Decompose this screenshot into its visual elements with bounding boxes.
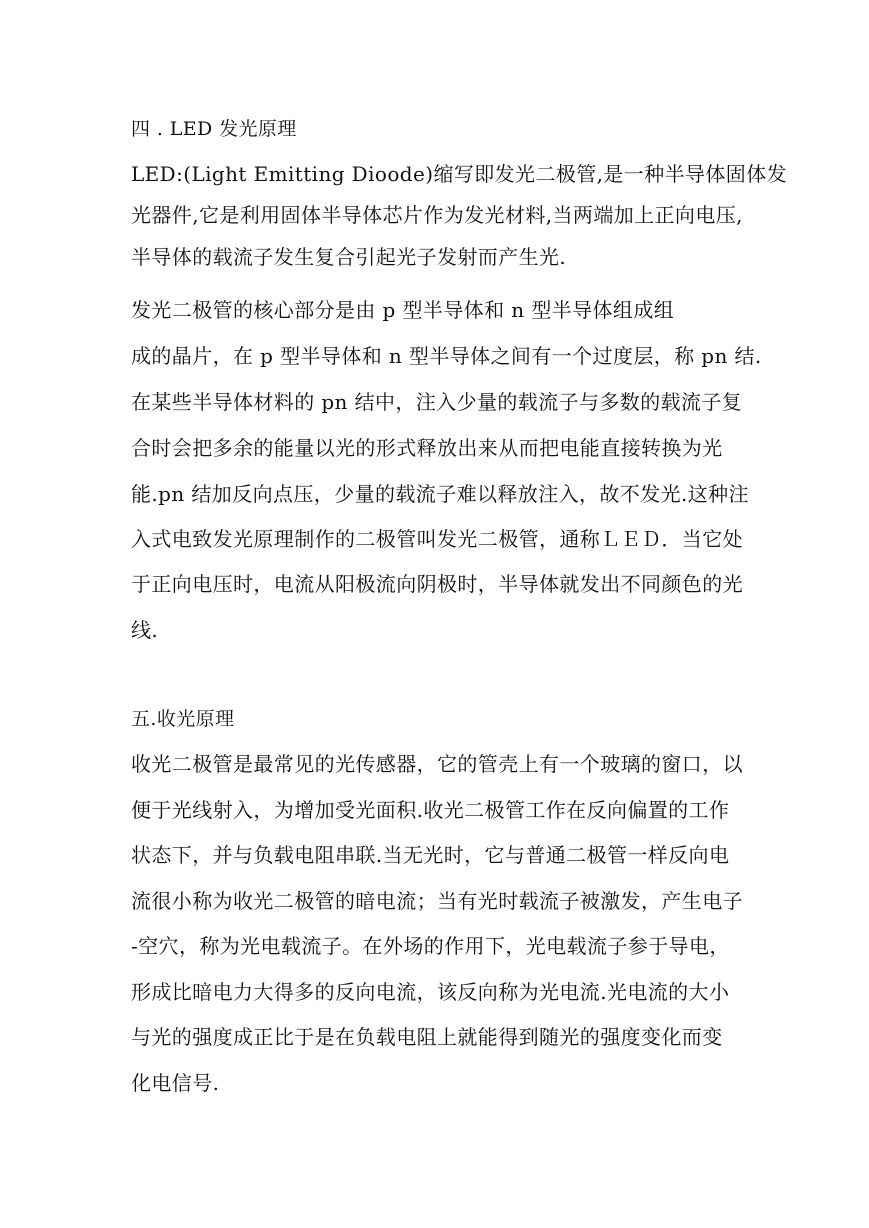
section-5-para-line: 形成比暗电力大得多的反向电流，该反向称为光电流.光电流的大小	[131, 980, 730, 1004]
section-4-para2-line: 成的晶片，在 p 型半导体和 n 型半导体之间有一个过度层，称 pn 结.	[131, 344, 762, 368]
section-4-para2-line: 在某些半导体材料的 pn 结中，注入少量的载流子与多数的载流子复	[131, 390, 743, 414]
section-4-para2-line: 能.pn 结加反向点压，少量的载流子难以释放注入，故不发光.这种注	[131, 482, 749, 506]
section-5-para-line: -空穴，称为光电载流子。在外场的作用下，光电载流子参于导电，	[131, 934, 730, 958]
section-5-para-line: 与光的强度成正比于是在负载电阻上就能得到随光的强度变化而变	[131, 1025, 723, 1049]
section-5-para-line: 化电信号.	[131, 1071, 220, 1095]
section-4-para2-line: 线.	[131, 618, 159, 642]
section-5-para-line: 流很小称为收光二极管的暗电流；当有光时载流子被激发，产生电子	[131, 889, 743, 913]
section-4-para2-line: 发光二极管的核心部分是由 p 型半导体和 n 型半导体组成组	[131, 298, 675, 322]
section-4-para2-line: 合时会把多余的能量以光的形式释放出来从而把电能直接转换为光	[131, 436, 723, 460]
section-4-heading: 四 . LED 发光原理	[131, 118, 297, 140]
section-4-para1-line: 半导体的载流子发生复合引起光子发射而产生光.	[131, 245, 567, 269]
section-5-para-line: 便于光线射入，为增加受光面积.收光二极管工作在反向偏置的工作	[131, 798, 730, 822]
section-4-para1-line: LED:(Light Emitting Dioode)缩写即发光二极管,是一种半导体固体发	[131, 162, 787, 186]
section-5-para-line: 收光二极管是最常见的光传感器，它的管壳上有一个玻璃的窗口，以	[131, 752, 743, 776]
section-5-para-line: 状态下，并与负载电阻串联.当无光时，它与普通二极管一样反向电	[131, 843, 730, 867]
section-4-para2-line: 入式电致发光原理制作的二极管叫发光二极管，通称ＬＥＤ．当它处	[131, 527, 743, 551]
section-5-heading: 五.收光原理	[131, 708, 235, 730]
section-4-para2-line: 于正向电压时，电流从阳极流向阴极时，半导体就发出不同颜色的光	[131, 572, 743, 596]
section-4-para1-line: 光器件,它是利用固体半导体芯片作为发光材料,当两端加上正向电压,	[131, 203, 743, 227]
